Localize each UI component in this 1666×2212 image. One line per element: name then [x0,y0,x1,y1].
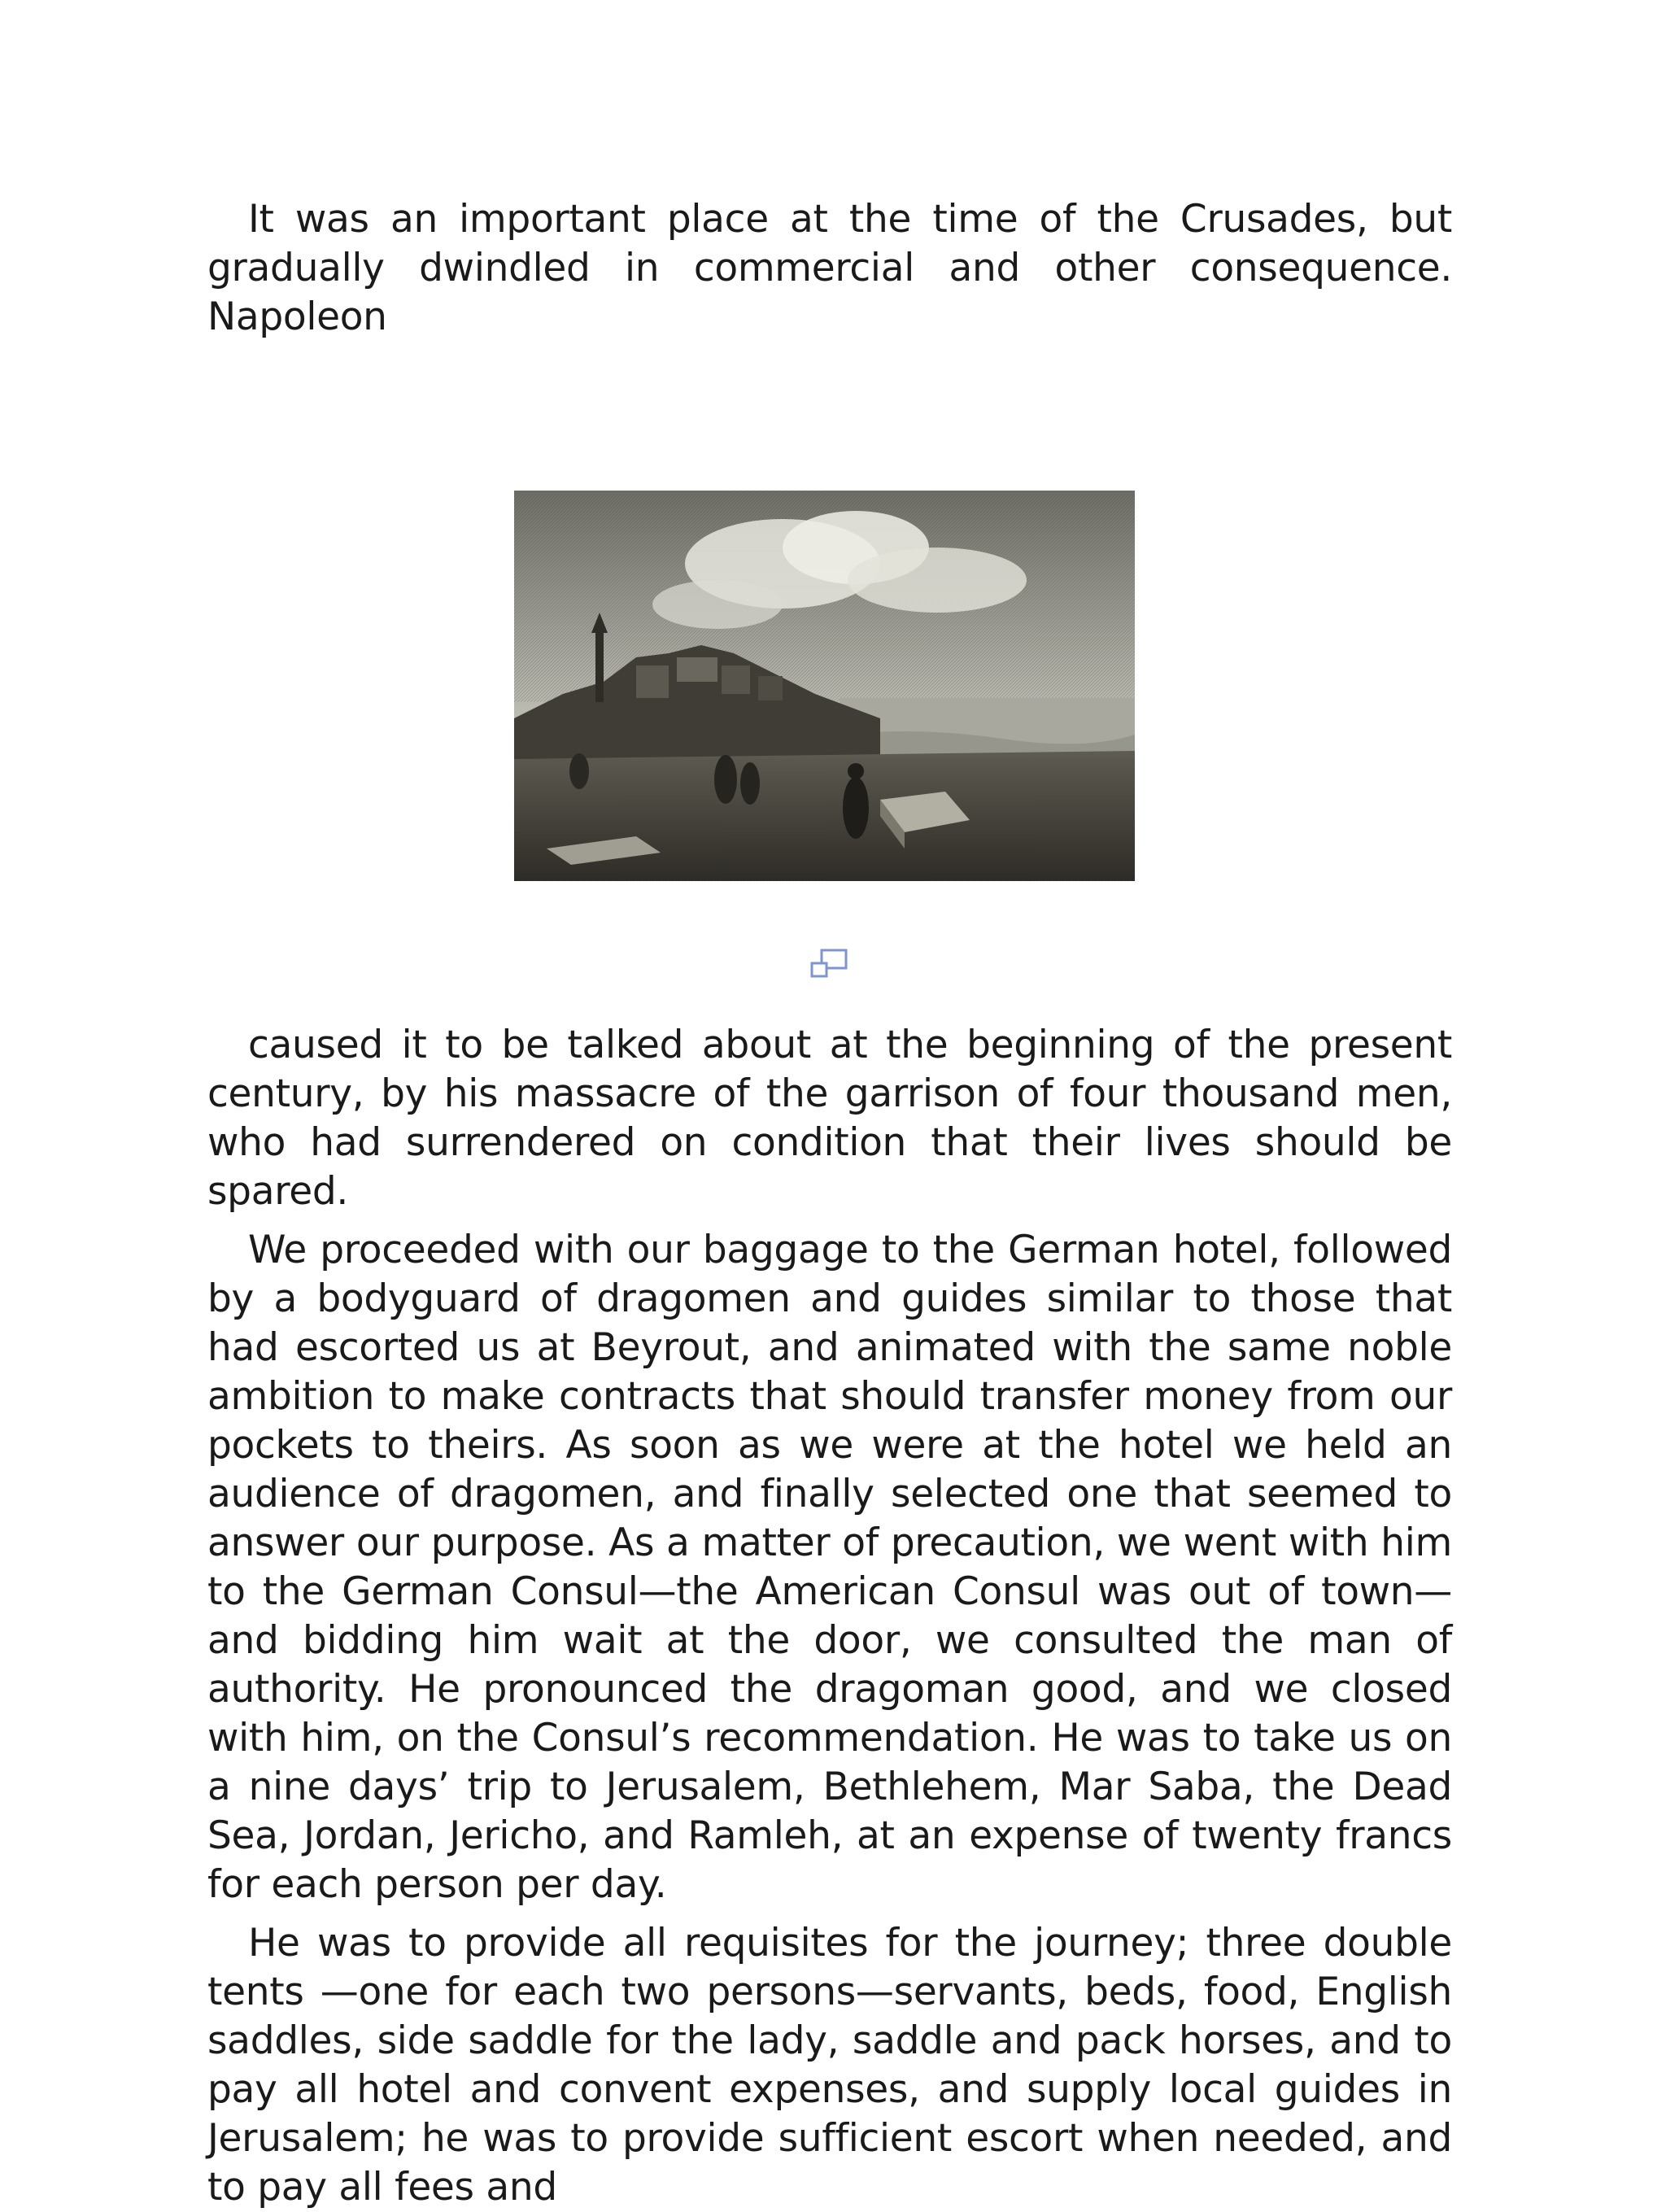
document-page [207,195,1452,2212]
paragraph-4: He was to provide all requisites for the journey; three double tents —one for each two persons—servants, beds, food, English saddles, side saddle for the lady, saddle and pack horses, and to pay all hotel and convent expenses, and supply local guides in Jerusalem; he was to provide sufficient escort when needed, and to pay all fees and [207,1921,1452,2210]
paragraph-2: caused it to be talked about at the beginning of the present century, by his massacre of the garrison of four thousand men, who had surrendered on condition that their lives should be spared. [207,1023,1452,1214]
expand-image-icon[interactable] [810,949,848,979]
paragraph-3: We proceeded with our baggage to the German hotel, followed by a bodyguard of dragomen and guides similar to those that had escorted us at Beyrout, and animated with the same noble ambition to make contracts that should transfer money from our pockets to theirs. As soon as we were at the hotel we held an audience of dragomen, and finally selected one that seemed to answer our purpose. As a matter of precaution, we went with him to the German Consul—the American Consul was out of town—and bidding him wait at the door, we consulted the man of authority. He pronounced the dragoman good, and we closed with him, on the Consul’s recommendation. He was to take us on a nine days’ trip to Jerusalem, Bethlehem, Mar Saba, the Dead Sea, Jordan, Jericho, and Ramleh, at an expense of twenty francs for each person per day. [207,1228,1452,1907]
paragraph-1: It was an important place at the time of the Crusades, but gradually dwindled in commercial and other consequence. Napoleon [207,197,1452,339]
engraving-image [514,491,1135,881]
expand-icon-graphic [810,949,848,979]
engraving-illustration [514,491,1135,881]
figure [207,342,1452,1021]
